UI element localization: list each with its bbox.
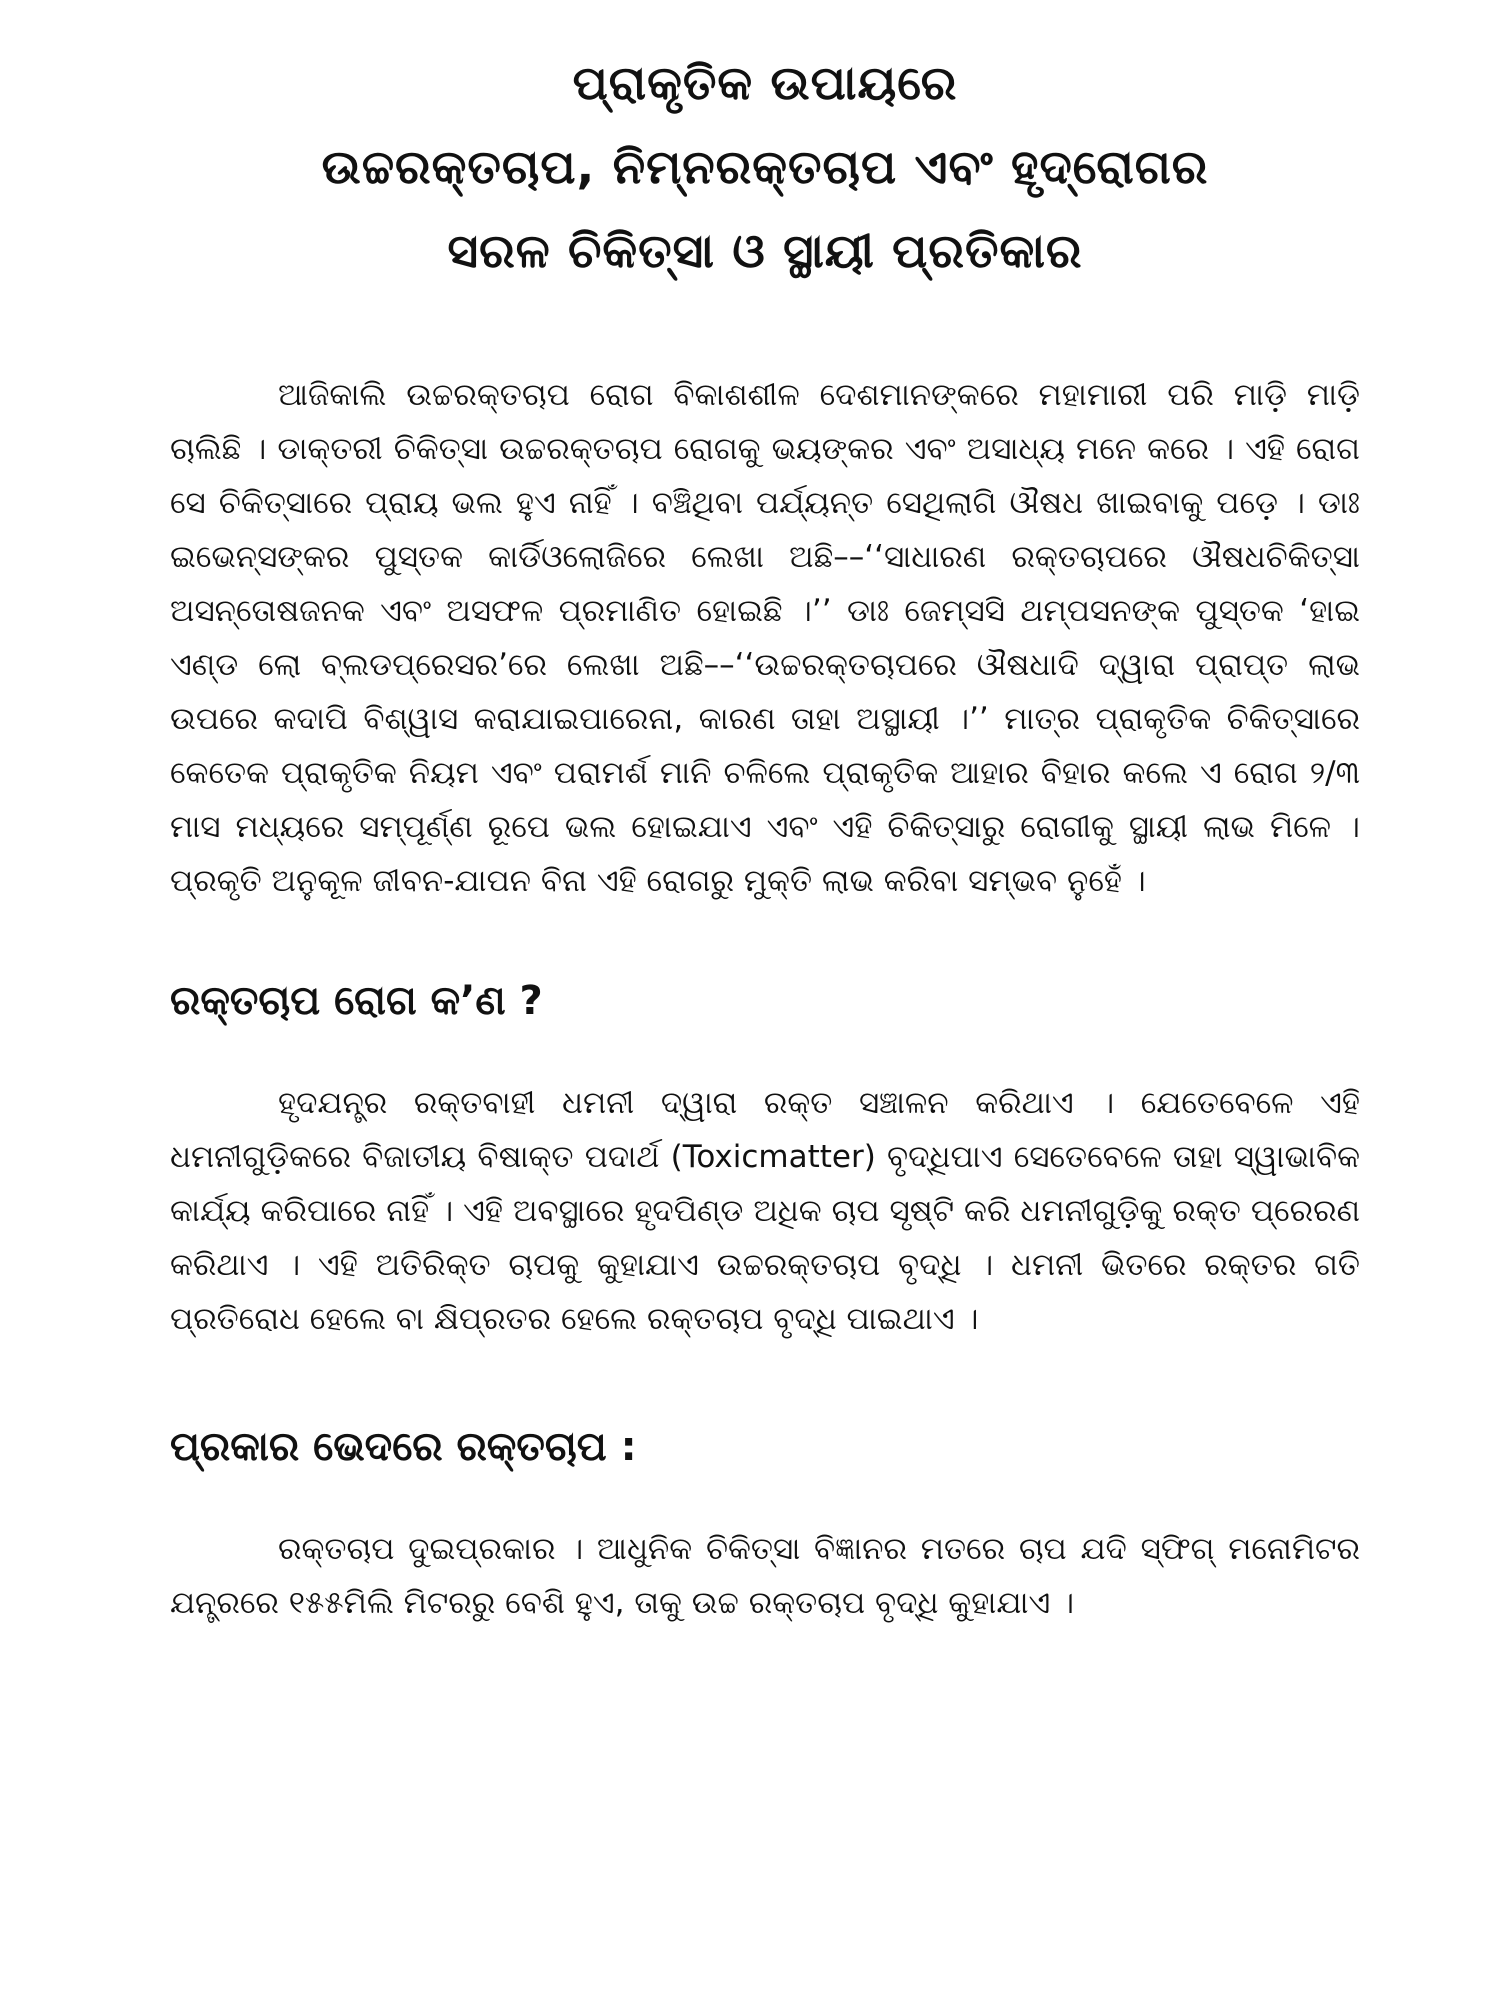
section-paragraph-types-of-blood-pressure: ରକ୍ତଚାପ ଦୁଇପ୍ରକାର । ଆଧୁନିକ ଚିକିତ୍ସା ବିଜ୍ଞାନର ମତରେ ଚାପ ଯଦି ସ୍ଫିଗ୍ ମନୋମିଟର ଯନ୍ତ୍ରରେ ୧୫୫ମିଲି ମିଟରରୁ ବେଶି ହୁଏ, ତାକୁ ଉଚ୍ଚ ରକ୍ତଚାପ ବୃଦ୍ଧି କୁହାଯାଏ । xyxy=(170,1531,1360,1621)
document-title xyxy=(170,42,1360,294)
section-heading-what-is-blood-pressure: ରକ୍ତଚାପ ରୋଗ କ’ଣ ? xyxy=(170,978,543,1024)
section-heading-types-of-blood-pressure: ପ୍ରକାର ଭେଦରେ ରକ୍ତଚାପ : xyxy=(170,1424,637,1470)
title-line-3: ସରଳ ଚିକିତ୍ସା ଓ ସ୍ଥାୟୀ ପ୍ରତିକାର xyxy=(447,224,1083,279)
section-paragraph-what-is-blood-pressure: ହୃଦଯନ୍ତ୍ର ରକ୍ତବାହୀ ଧମନୀ ଦ୍ୱାରା ରକ୍ତ ସଞ୍ଚାଳନ କରିଥାଏ । ଯେତେବେଳେ ଏହି ଧମନୀଗୁଡ଼ିକରେ ବିଜାତୀୟ ବିଷାକ୍ତ ପଦାର୍ଥ (Toxicmatter) ବୃଦ୍ଧିପାଏ ସେତେବେଳେ ତାହା ସ୍ୱାଭାବିକ କାର୍ଯ୍ୟ କରିପାରେ ନାହିଁ । ଏହି ଅବସ୍ଥାରେ ହୃଦପିଣ୍ଡ ଅଧିକ ଚାପ ସୃଷ୍ଟି କରି ଧମନୀଗୁଡ଼ିକୁ ରକ୍ତ ପ୍ରେରଣ କରିଥାଏ । ଏହି ଅତିରିକ୍ତ ଚାପକୁ କୁହାଯାଏ ଉଚ୍ଚରକ୍ତଚାପ ବୃଦ୍ଧି । ଧମନୀ ଭିତରେ ରକ୍ତର ଗତି ପ୍ରତିରୋଧ ହେଲେ ବା କ୍ଷିପ୍ରତର ହେଲେ ରକ୍ତଚାପ ବୃଦ୍ଧି ପାଇଥାଏ । xyxy=(170,1085,1360,1337)
intro-paragraph: ଆଜିକାଲି ଉଚ୍ଚରକ୍ତଚାପ ରୋଗ ବିକାଶଶୀଳ ଦେଶମାନଙ୍କରେ ମହାମାରୀ ପରି ମାଡ଼ି ମାଡ଼ି ଚାଲିଛି । ଡାକ୍ତରୀ ଚିକିତ୍ସା ଉଚ୍ଚରକ୍ତଚାପ ରୋଗକୁ ଭୟଙ୍କର ଏବଂ ଅସାଧ୍ୟ ମନେ କରେ । ଏହି ରୋଗ ସେ ଚିକିତ୍ସାରେ ପ୍ରାୟ ଭଲ ହୁଏ ନାହିଁ । ବଞ୍ଚିଥିବା ପର୍ଯ୍ୟନ୍ତ ସେଥିଲାଗି ଔଷଧ ଖାଇବାକୁ ପଡ଼େ । ଡାଃ ଇଭେନ୍ସଙ୍କର ପୁସ୍ତକ କାର୍ଡିଓଲୋଜିରେ ଲେଖା ଅଛି––‘‘ସାଧାରଣ ରକ୍ତଚାପରେ ଔଷଧଚିକିତ୍ସା ଅସନ୍ତୋଷଜନକ ଏବଂ ଅସଫଳ ପ୍ରମାଣିତ ହୋଇଛି ।’’ ଡାଃ ଜେମ୍ସସି ଥମ୍ପସନଙ୍କ ପୁସ୍ତକ ‘ହାଇ ଏଣ୍ଡ ଲୋ ବ୍ଲଡପ୍ରେସର’ରେ ଲେଖା ଅଛି––‘‘ଉଚ୍ଚରକ୍ତଚାପରେ ଔଷଧାଦି ଦ୍ୱାରା ପ୍ରାପ୍ତ ଲାଭ ଉପରେ କଦାପି ବିଶ୍ୱାସ କରାଯାଇପାରେନା, କାରଣ ତାହା ଅସ୍ଥାୟୀ ।’’ ମାତ୍ର ପ୍ରାକୃତିକ ଚିକିତ୍ସାରେ କେତେକ ପ୍ରାକୃତିକ ନିୟମ ଏବଂ ପରାମର୍ଶ ମାନି ଚଳିଲେ ପ୍ରାକୃତିକ ଆହାର ବିହାର କଲେ ଏ ରୋଗ ୨/୩ ମାସ ମଧ୍ୟରେ ସମ୍ପୂର୍ଣ୍ଣ ରୂପେ ଭଲ ହୋଇଯାଏ ଏବଂ ଏହି ଚିକିତ୍ସାରୁ ରୋଗୀକୁ ସ୍ଥାୟୀ ଲାଭ ମିଳେ । ପ୍ରକୃତି ଅନୁକୂଳ ଜୀବନ-ଯାପନ ବିନା ଏହି ରୋଗରୁ ମୁକ୍ତି ଲାଭ କରିବା ସମ୍ଭବ ନୁହେଁ । xyxy=(170,377,1360,899)
document-page xyxy=(170,30,1360,1980)
title-line-1: ପ୍ରାକୃତିକ ଉପାୟରେ xyxy=(572,56,958,111)
title-line-2: ଉଚ୍ଚରକ୍ତଚାପ, ନିମ୍ନରକ୍ତଚାପ ଏବଂ ହୃଦ୍‌ରୋଗର xyxy=(321,140,1209,195)
